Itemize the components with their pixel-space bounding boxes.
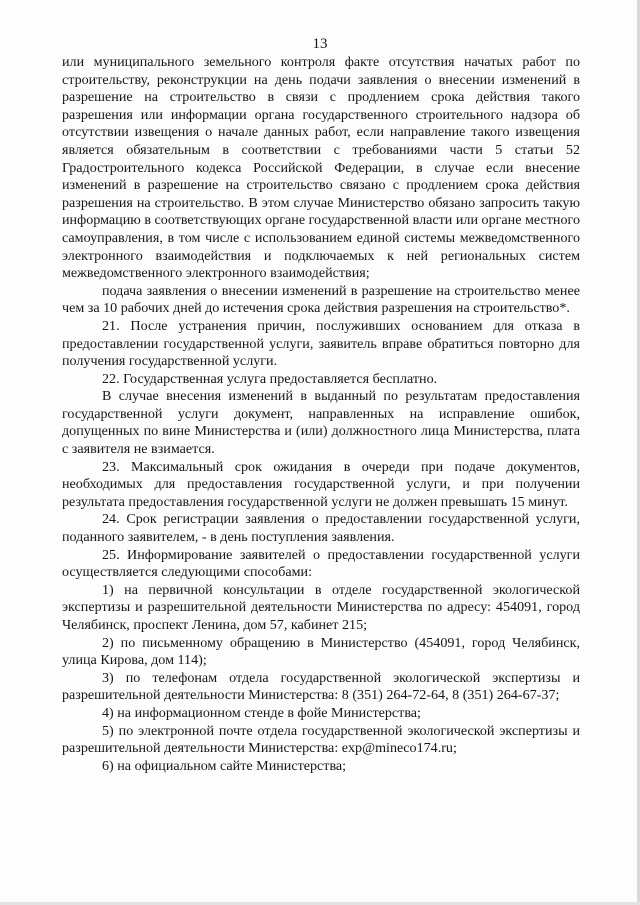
- paragraph-application-deadline: подача заявления о внесении изменений в разрешение на строительство менее чем за 10 рабочих дней до истечения срока действия разрешения на строительство*.: [62, 282, 580, 317]
- paragraph-25: 25. Информирование заявителей о предоставлении государственной услуги осуществляется следующими способами:: [62, 546, 580, 581]
- paragraph-22: 22. Государственная услуга предоставляется бесплатно.: [102, 370, 438, 387]
- paragraph-no-fee: В случае внесения изменений в выданный по результатам предоставления государственной услуги документ, направленных на исправление ошибок, допущенных по вине Министерства и (или) должностного лица Министерства, плата с заявителя не взимается.: [62, 388, 580, 458]
- list-item-3: 3) по телефонам отдела государственной экологической экспертизы и разрешительной деятельности Министерства: 8 (351) 264-72-64, 8 (351) 264-67-37;: [62, 669, 580, 704]
- paragraph-21: 21. После устранения причин, послуживших основанием для отказа в предоставлении государственной услуги, заявитель вправе обратиться повторно для получения государственной услуги.: [62, 317, 580, 370]
- list-item-4: 4) на информационном стенде в фойе Министерства;: [102, 704, 421, 721]
- list-item-2: 2) по письменному обращению в Министерство (454091, город Челябинск, улица Кирова, дом 114);: [62, 634, 580, 669]
- paragraph-23: 23. Максимальный срок ожидания в очереди при подаче документов, необходимых для предоставления государственной услуги, и при получении результата предоставления государственной услуги не должен превышать 15 минут.: [62, 458, 580, 510]
- paragraph-continuation: или муниципального земельного контроля факте отсутствия начатых работ по строительству, реконструкции на день подачи заявления о внесении изменений в разрешение на строительство в связи с продлением срока действия такого разрешения или информации органа государственного строительного надзора об отсутствии извещения о начале данных работ, если направление такого извещения является обязательным в соответствии с требованиями части 5 статьи 52 Градостроительного кодекса Российской Федерации, в случае если внесение изменений в разрешение на строительство связано с продлением срока действия разрешения на строительство. В этом случае Министерство обязано запросить такую информацию в соответствующих органе государственной власти или органе местного самоуправления, в том числе с использованием единой системы межведомственного электронного взаимодействия и подключаемых к ней региональных систем межведомственного электронного взаимодействия;: [62, 54, 580, 282]
- body-text: [62, 54, 580, 775]
- list-item-1: 1) на первичной консультации в отделе государственной экологической экспертизы и разрешительной деятельности Министерства по адресу: 454091, город Челябинск, проспект Ленина, дом 57, кабинет 215;: [62, 581, 580, 633]
- list-item-5: 5) по электронной почте отдела государственной экологической экспертизы и разрешительной деятельности Министерства: exp@mineco174.ru;: [62, 722, 580, 757]
- page-number: 13: [312, 36, 328, 52]
- paragraph-24: 24. Срок регистрации заявления о предоставлении государственной услуги, поданного заявителем, - в день поступления заявления.: [62, 511, 580, 546]
- list-item-6: 6) на официальном сайте Министерства;: [102, 757, 347, 774]
